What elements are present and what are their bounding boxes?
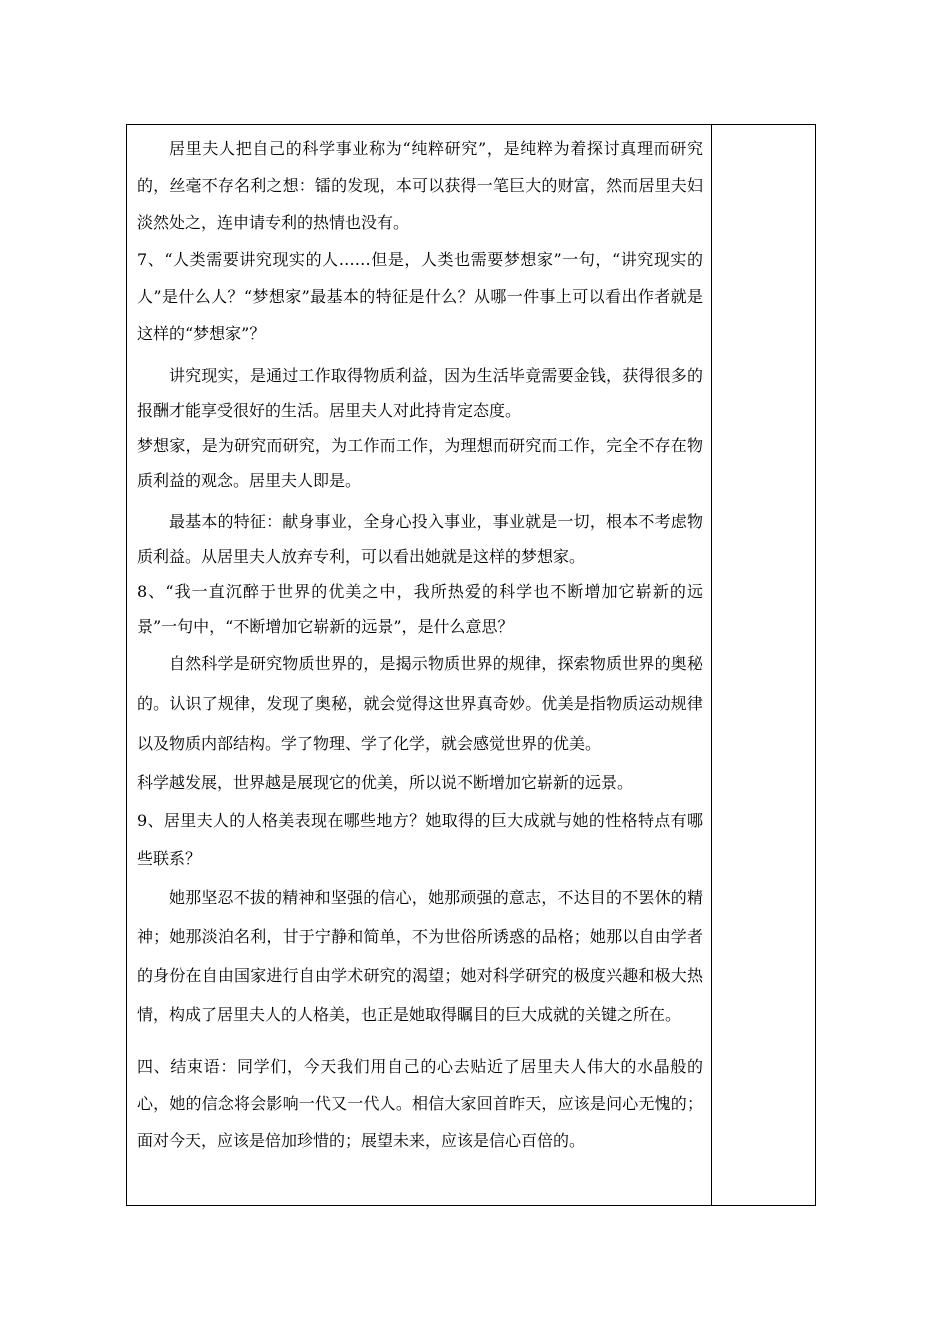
answer-8-conclusion: 科学越发展，世界越是展现它的优美，所以说不断增加它崭新的远景。 [137,773,634,792]
answer-8-science: 自然科学是研究物质世界的，是揭示物质世界的规律，探索物质世界的奥秘的。认识了规律，发现了奥秘，就会觉得这世界真奇妙。优美是指物质运动规律以及物质内部结构。学了物理、学了化学，就会感觉世界的优美。 [137,654,703,753]
closing-remarks: 四、结束语：同学们，今天我们用自己的心去贴近了居里夫人伟大的水晶般的心，她的信念将会影响一代又一代人。相信大家回首昨天，应该是问心无愧的；面对今天，应该是倍加珍惜的；展望未来，应该是信心百倍的。 [137,1057,703,1150]
column-divider [711,125,712,1205]
answer-7-realist: 讲究现实，是通过工作取得物质利益，因为生活毕竟需要金钱，获得很多的报酬才能享受很好的生活。居里夫人对此持肯定态度。 [137,366,703,420]
answer-9: 她那坚忍不拔的精神和坚强的信心，她那顽强的意志，不达目的不罢休的精神；她那淡泊名利，甘于宁静和简单，不为世俗所诱惑的品格；她那以自由学者的身份在自由国家进行自由学术研究的渴望；她对科学研究的极度兴趣和极大热情，构成了居里夫人的人格美，也正是她取得瞩目的巨大成就的关键之所在。 [137,888,703,1024]
question-9: 9、居里夫人的人格美表现在哪些地方？她取得的巨大成就与她的性格特点有哪些联系？ [137,811,703,868]
paragraph-pure-research: 居里夫人把自己的科学事业称为“纯粹研究”，是纯粹为着探讨真理而研究的，丝毫不存名利之想：镭的发现，本可以获得一笔巨大的财富，然而居里夫妇淡然处之，连申请专利的热情也没有。 [137,139,703,232]
question-7: 7、“人类需要讲究现实的人……但是，人类也需要梦想家”一句，“讲究现实的人”是什么人？“梦想家”最基本的特征是什么？从哪一件事上可以看出作者就是这样的“梦想家”？ [137,250,703,343]
answer-7-feature: 最基本的特征：献身事业，全身心投入事业，事业就是一切，根本不考虑物质利益。从居里夫人放弃专利，可以看出她就是这样的梦想家。 [137,512,703,566]
answer-7-dreamer: 梦想家，是为研究而研究，为工作而工作，为理想而研究而工作，完全不存在物质利益的观念。居里夫人即是。 [137,436,703,490]
question-8: 8、“我一直沉醉于世界的优美之中，我所热爱的科学也不断增加它崭新的远景”一句中，“不断增加它崭新的远景”，是什么意思？ [137,582,703,636]
lesson-table [126,124,816,1206]
content-cell [127,125,711,1205]
